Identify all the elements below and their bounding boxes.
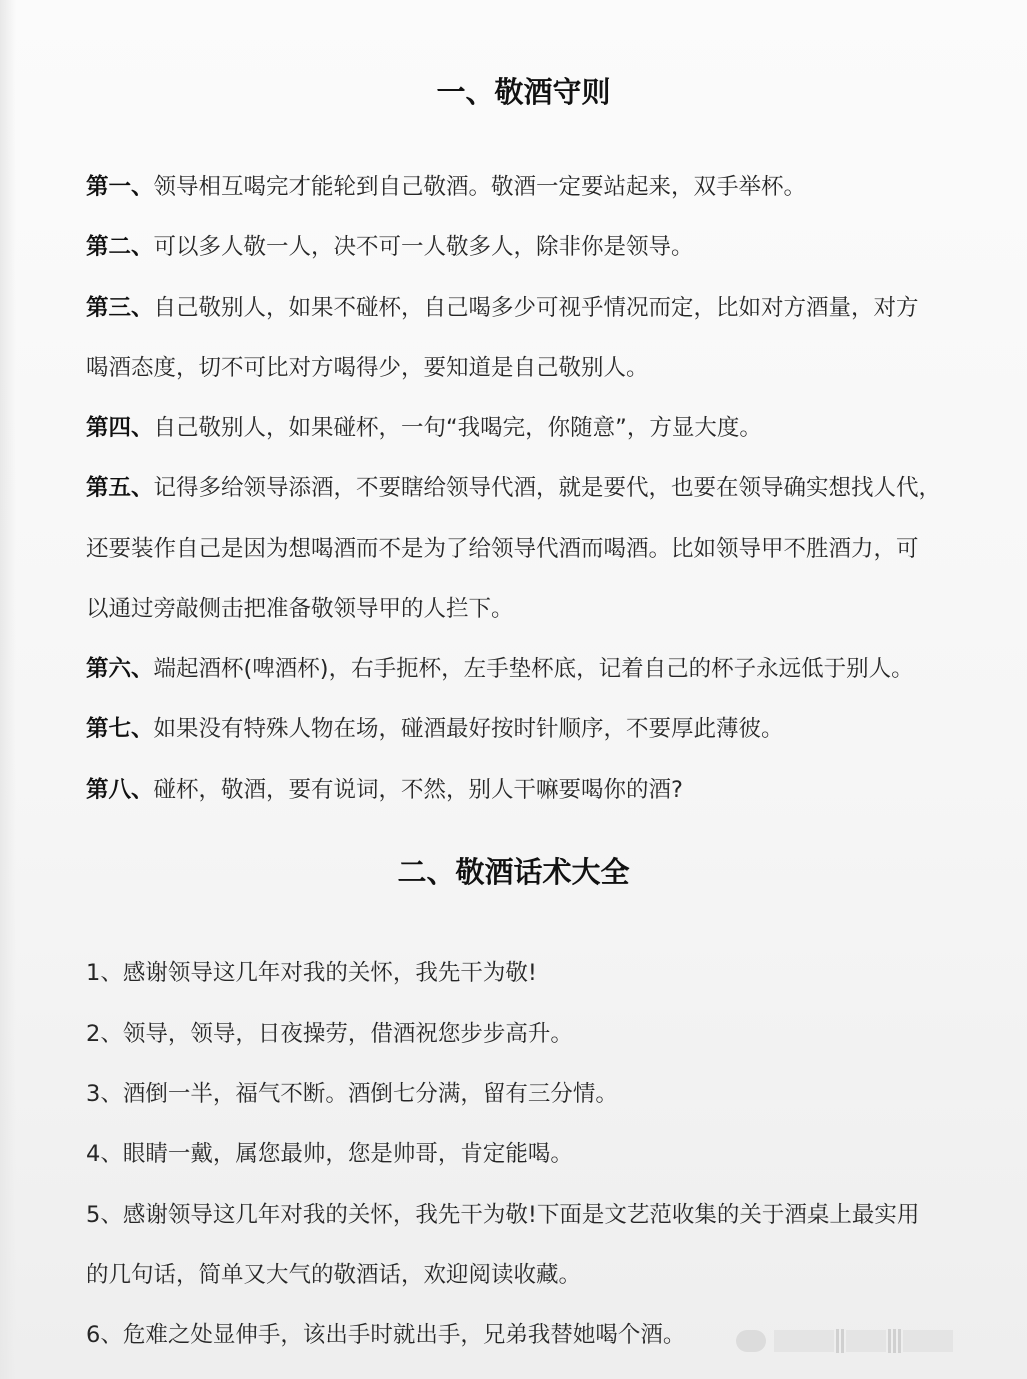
rule-label: 第三、 [86,295,154,321]
rule-8 [86,774,683,806]
rule-2 [86,231,694,263]
rule-3 [86,292,919,324]
section-2-title: 二、敬酒话术大全 [397,855,630,889]
rule-4 [86,412,762,444]
rule-label: 第六、 [86,656,154,682]
rule-label: 第五、 [86,475,154,501]
rule-label: 第四、 [86,415,154,441]
rule-text: 记得多给领导添酒，不要瞎给领导代酒，就是要代，也要在领导确实想找人代， [153,475,942,501]
rule-text: 碰杯，敬酒，要有说词，不然，别人干嘛要喝你的酒? [153,777,683,803]
watermark [736,1326,1006,1356]
rule-text: 自己敬别人，如果不碰杯，自己喝多少可视乎情况而定，比如对方酒量，对方 [153,295,919,321]
rule-5-continued: 还要装作自己是因为想喝酒而不是为了给领导代酒而喝酒。比如领导甲不胜酒力，可 [86,536,919,562]
phrase-1: 1、感谢领导这几年对我的关怀，我先干为敬! [86,960,537,986]
phrase-2: 2、领导，领导，日夜操劳，借酒祝您步步高升。 [86,1021,573,1047]
rule-label: 第八、 [86,777,154,803]
section-1-title: 一、敬酒守则 [436,75,611,109]
rule-6 [86,653,914,685]
rule-7 [86,713,784,745]
rule-text: 如果没有特殊人物在场，碰酒最好按时针顺序，不要厚此薄彼。 [153,716,784,742]
rule-text: 端起酒杯(啤酒杯)，右手扼杯，左手垫杯底，记着自己的杯子永远低于别人。 [153,656,914,682]
rule-text: 自己敬别人，如果碰杯，一句“我喝完，你随意”，方显大度。 [153,415,762,441]
rule-label: 第一、 [86,174,154,200]
rule-text: 可以多人敬一人，决不可一人敬多人，除非你是领导。 [153,234,694,260]
phrase-6: 6、危难之处显伸手，该出手时就出手，兄弟我替她喝个酒。 [86,1322,686,1348]
rule-label: 第二、 [86,234,154,260]
rule-5-continued: 以通过旁敲侧击把准备敬领导甲的人拦下。 [86,596,514,622]
rule-label: 第七、 [86,716,154,742]
phrase-5-continued: 的几句话，简单又大气的敬酒话，欢迎阅读收藏。 [86,1262,582,1288]
rule-1 [86,171,806,203]
watermark-logo-icon [736,1330,766,1352]
rule-text: 领导相互喝完才能轮到自己敬酒。敬酒一定要站起来，双手举杯。 [153,174,807,200]
phrase-5: 5、感谢领导这几年对我的关怀，我先干为敬!下面是文艺范收集的关于酒桌上最实用 [86,1202,920,1228]
phrase-3: 3、酒倒一半，福气不断。酒倒七分满，留有三分情。 [86,1081,618,1107]
rule-3-continued: 喝酒态度，切不可比对方喝得少，要知道是自己敬别人。 [86,355,649,381]
rule-5 [86,472,941,504]
phrase-4: 4、眼睛一戴，属您最帅，您是帅哥，肯定能喝。 [86,1141,573,1167]
